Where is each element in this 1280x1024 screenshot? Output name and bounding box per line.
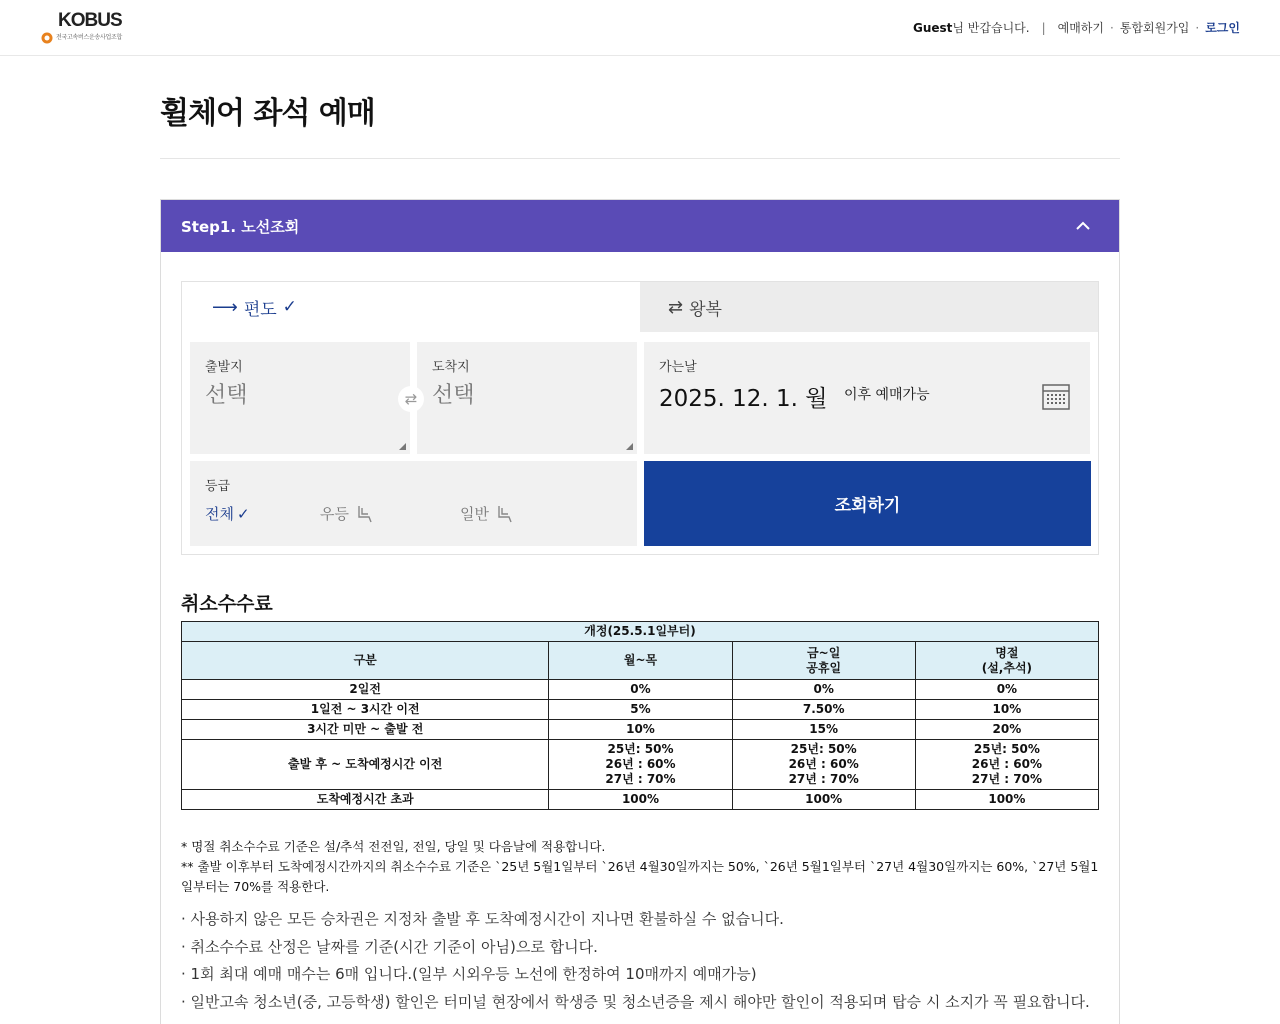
row-label: 출발 후 ~ 도착예정시간 이전 — [182, 740, 549, 790]
grade-field — [190, 461, 637, 546]
departure-value: 선택 — [205, 383, 248, 408]
tab-roundtrip[interactable] — [640, 282, 1098, 332]
nav-dot: · — [1110, 20, 1114, 35]
arrival-field[interactable] — [417, 342, 637, 454]
grade-all-label: 전체 — [205, 505, 234, 523]
row-value: 20% — [915, 720, 1098, 740]
date-value: 2025. 12. 1. 월 — [659, 386, 828, 412]
tab-oneway[interactable] — [182, 282, 640, 332]
row-value: 25년: 50% 26년 : 60% 27년 : 70% — [549, 740, 732, 790]
swap-arrows-icon: ⇄ — [668, 296, 684, 318]
guest-greeting: Guest님 반갑습니다. — [912, 21, 1030, 35]
nav-join-link[interactable]: 통합회원가입 — [1119, 21, 1190, 35]
row-value: 0% — [549, 680, 732, 700]
row-value: 0% — [732, 680, 915, 700]
row-value: 100% — [915, 790, 1098, 810]
date-after-note: 이후 예매가능 — [844, 387, 930, 403]
grade-normal-label: 일반 — [460, 505, 489, 523]
row-value: 0% — [915, 680, 1098, 700]
departure-label: 출발지 — [205, 360, 243, 375]
row-value: 5% — [549, 700, 732, 720]
date-label: 가는날 — [659, 360, 697, 375]
step1-panel — [160, 199, 1120, 1024]
row-value: 7.50% — [732, 700, 915, 720]
row-value: 15% — [732, 720, 915, 740]
bullet-item: · 일반고속 청소년(중, 고등학생) 할인은 터미널 현장에서 학생증 및 청소년증을 제시 해야만 할인이 적용되며 탑승 시 소지가 꼭 필요합니다. — [181, 992, 1090, 1011]
bullet-item: · 취소수수료 산정은 날짜를 기준(시간 기준이 아님)으로 합니다. — [181, 937, 598, 956]
page-title: 휠체어 좌석 예매 — [160, 96, 375, 131]
cancel-fee-title: 취소수수료 — [181, 593, 273, 615]
corner-indicator-icon — [626, 443, 633, 450]
row-value: 10% — [549, 720, 732, 740]
fee-notes — [181, 837, 1101, 897]
row-value: 25년: 50% 26년 : 60% 27년 : 70% — [732, 740, 915, 790]
row-value: 100% — [732, 790, 915, 810]
row-value: 25년: 50% 26년 : 60% 27년 : 70% — [915, 740, 1098, 790]
date-field[interactable] — [644, 342, 1090, 454]
grade-label: 등급 — [205, 479, 231, 494]
grade-option-all[interactable] — [205, 503, 250, 524]
grade-premium-label: 우등 — [320, 505, 349, 523]
top-nav — [913, 19, 1240, 36]
tab-roundtrip-label: 왕복 — [689, 299, 722, 320]
route-search-box — [181, 281, 1099, 555]
chevron-up-icon[interactable] — [1075, 218, 1091, 234]
header-holiday: 명절 (설,추석) — [915, 642, 1098, 680]
table-row — [182, 720, 1099, 740]
info-bullets — [181, 906, 1101, 1016]
tab-oneway-label: 편도 — [243, 299, 277, 320]
row-label: 3시간 미만 ~ 출발 전 — [182, 720, 549, 740]
grade-option-premium[interactable] — [320, 503, 375, 524]
logo-text: KOBUS — [58, 10, 122, 31]
grade-option-normal[interactable] — [460, 503, 515, 524]
nav-login-link[interactable]: 로그인 — [1205, 21, 1240, 35]
header-category: 구분 — [182, 642, 549, 680]
seat-icon — [355, 504, 375, 524]
nav-reserve-link[interactable]: 예매하기 — [1057, 21, 1104, 35]
table-caption: 개정(25.5.1일부터) — [182, 622, 1099, 642]
bullet-item: · 1회 최대 예매 매수는 6매 입니다.(일부 시외우등 노선에 한정하여 10매까지 예매가능) — [181, 965, 757, 983]
arrow-right-icon: ⟶ — [212, 296, 238, 318]
corner-indicator-icon — [399, 443, 406, 450]
bullet-item: · 사용하지 않은 모든 승차권은 지정차 출발 후 도착예정시간이 지나면 환불하실 수 없습니다. — [181, 910, 784, 928]
cancel-fee-table — [181, 621, 1099, 810]
row-value: 10% — [915, 700, 1098, 720]
table-row — [182, 790, 1099, 810]
row-label: 2일전 — [182, 680, 549, 700]
logo-mark-icon — [40, 30, 54, 44]
row-label: 1일전 ~ 3시간 이전 — [182, 700, 549, 720]
note-line: ** 출발 이후부터 도착예정시간까지의 취소수수료 기준은 `25년 5월1일부터 `26년 4월30일까지는 50%, `26년 5월1일부터 `27년 4월30일까지는 60%, `27년 5월1일부터는 70%를 적용한다. — [181, 859, 1099, 894]
swap-route-button[interactable]: ⇄ — [398, 386, 424, 412]
table-row — [182, 700, 1099, 720]
arrival-label: 도착지 — [432, 360, 470, 375]
header-fri-sun: 금~일 공휴일 — [732, 642, 915, 680]
step1-header[interactable] — [161, 200, 1119, 252]
check-icon: ✓ — [282, 297, 297, 317]
search-button[interactable]: 조회하기 — [644, 461, 1091, 546]
logo-subtitle: 전국고속버스운송사업조합 — [56, 34, 122, 41]
top-header — [0, 0, 1280, 56]
nav-dot: · — [1195, 20, 1200, 35]
table-row — [182, 740, 1099, 790]
kobus-logo[interactable] — [40, 10, 130, 46]
nav-separator: | — [1041, 20, 1046, 35]
row-value: 100% — [549, 790, 732, 810]
title-divider — [160, 158, 1120, 159]
note-line: * 명절 취소수수료 기준은 설/추석 전전일, 전일, 당일 및 다음날에 적용합니다. — [181, 839, 606, 854]
calendar-icon[interactable] — [1042, 384, 1070, 410]
step1-title: Step1. 노선조회 — [181, 218, 300, 236]
header-mon-thu: 월~목 — [549, 642, 732, 680]
departure-field[interactable] — [190, 342, 410, 454]
check-icon: ✓ — [236, 504, 250, 523]
arrival-value: 선택 — [432, 383, 475, 408]
seat-icon — [495, 504, 515, 524]
row-label: 도착예정시간 초과 — [182, 790, 549, 810]
table-row — [182, 680, 1099, 700]
